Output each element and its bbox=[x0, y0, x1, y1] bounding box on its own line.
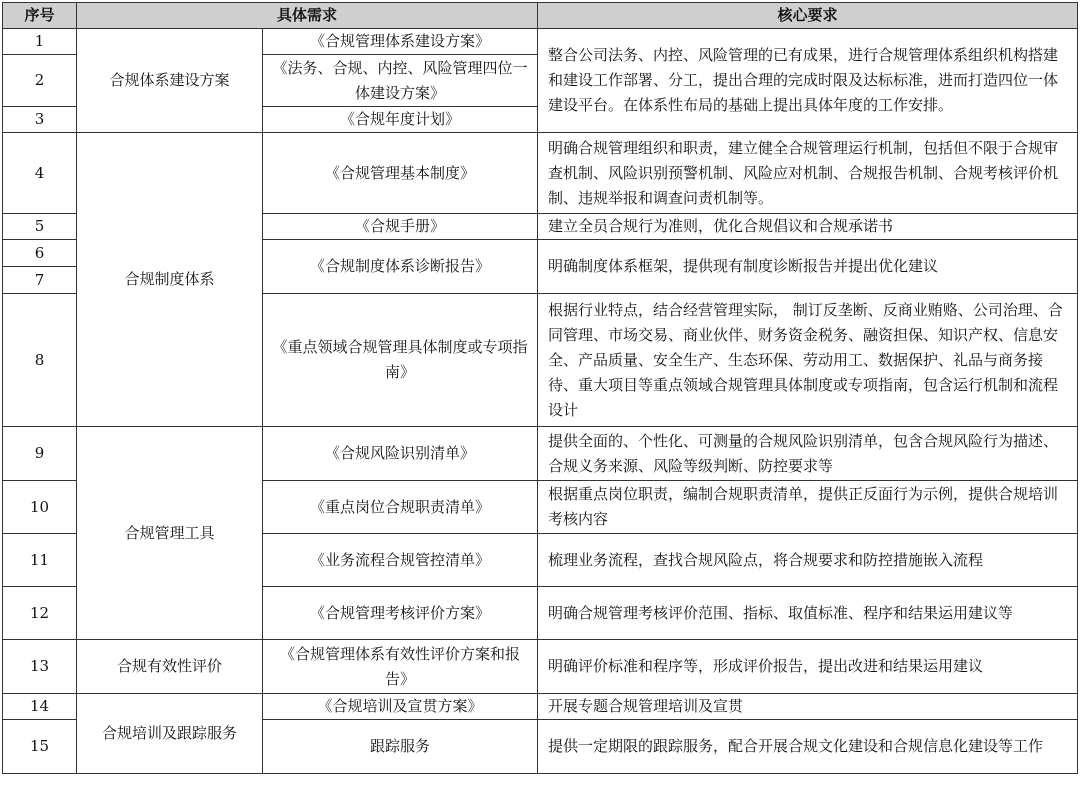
item-cell: 《合规年度计划》 bbox=[263, 107, 538, 133]
item-cell: 《合规风险识别清单》 bbox=[263, 427, 538, 481]
group-cell: 合规制度体系 bbox=[77, 133, 263, 427]
row-num: 14 bbox=[3, 694, 77, 720]
row-num: 4 bbox=[3, 133, 77, 214]
requirement-cell: 整合公司法务、内控、风险管理的已有成果，进行合规管理体系组织机构搭建和建设工作部署、分工，提出合理的完成时限及达标标准，进而打造四位一体建设平台。在体系性布局的基础上提出具体年度的工作安排。 bbox=[538, 29, 1078, 133]
item-cell: 《合规制度体系诊断报告》 bbox=[263, 240, 538, 294]
item-cell: 《合规管理考核评价方案》 bbox=[263, 587, 538, 640]
requirement-cell: 明确评价标准和程序等，形成评价报告，提出改进和结果运用建议 bbox=[538, 640, 1078, 694]
header-need: 具体需求 bbox=[77, 3, 538, 29]
table-row bbox=[3, 694, 1078, 720]
requirement-cell: 梳理业务流程，查找合规风险点，将合规要求和防控措施嵌入流程 bbox=[538, 534, 1078, 587]
table-row bbox=[3, 640, 1078, 694]
item-cell: 《合规管理基本制度》 bbox=[263, 133, 538, 214]
requirements-table bbox=[2, 2, 1078, 774]
header-num: 序号 bbox=[3, 3, 77, 29]
row-num: 11 bbox=[3, 534, 77, 587]
table-row bbox=[3, 133, 1078, 214]
row-num: 8 bbox=[3, 294, 77, 427]
row-num: 7 bbox=[3, 267, 77, 294]
requirement-cell: 明确合规管理考核评价范围、指标、取值标准、程序和结果运用建议等 bbox=[538, 587, 1078, 640]
row-num: 9 bbox=[3, 427, 77, 481]
item-cell: 《重点领域合规管理具体制度或专项指南》 bbox=[263, 294, 538, 427]
requirement-cell: 明确制度体系框架，提供现有制度诊断报告并提出优化建议 bbox=[538, 240, 1078, 294]
group-cell: 合规培训及跟踪服务 bbox=[77, 694, 263, 774]
requirement-cell: 开展专题合规管理培训及宣贯 bbox=[538, 694, 1078, 720]
group-cell: 合规管理工具 bbox=[77, 427, 263, 640]
requirement-cell: 提供全面的、个性化、可测量的合规风险识别清单，包含合规风险行为描述、合规义务来源、风险等级判断、防控要求等 bbox=[538, 427, 1078, 481]
item-cell: 《合规管理体系有效性评价方案和报告》 bbox=[263, 640, 538, 694]
requirement-cell: 提供一定期限的跟踪服务，配合开展合规文化建设和合规信息化建设等工作 bbox=[538, 720, 1078, 774]
table-row bbox=[3, 29, 1078, 55]
table-header bbox=[3, 3, 1078, 29]
row-num: 10 bbox=[3, 481, 77, 534]
row-num: 5 bbox=[3, 214, 77, 240]
row-num: 6 bbox=[3, 240, 77, 267]
table-row bbox=[3, 427, 1078, 481]
row-num: 1 bbox=[3, 29, 77, 55]
row-num: 15 bbox=[3, 720, 77, 774]
item-cell: 《合规手册》 bbox=[263, 214, 538, 240]
group-cell: 合规体系建设方案 bbox=[77, 29, 263, 133]
requirement-cell: 根据重点岗位职责，编制合规职责清单，提供正反面行为示例，提供合规培训考核内容 bbox=[538, 481, 1078, 534]
row-num: 3 bbox=[3, 107, 77, 133]
requirement-cell: 明确合规管理组织和职责，建立健全合规管理运行机制，包括但不限于合规审查机制、风险识别预警机制、风险应对机制、合规报告机制、合规考核评价机制、违规举报和调查问责机制等。 bbox=[538, 133, 1078, 214]
item-cell: 跟踪服务 bbox=[263, 720, 538, 774]
row-num: 13 bbox=[3, 640, 77, 694]
item-cell: 《业务流程合规管控清单》 bbox=[263, 534, 538, 587]
item-cell: 《重点岗位合规职责清单》 bbox=[263, 481, 538, 534]
header-req: 核心要求 bbox=[538, 3, 1078, 29]
item-cell: 《合规管理体系建设方案》 bbox=[263, 29, 538, 55]
requirement-cell: 根据行业特点，结合经营管理实际， 制订反垄断、反商业贿赂、公司治理、合同管理、市场交易、商业伙伴、财务资金税务、融资担保、知识产权、信息安全、产品质量、安全生产、生态环保、劳动用工、数据保护、礼品与商务接待、重大项目等重点领域合规管理具体制度或专项指南，包含运行机制和流程设计 bbox=[538, 294, 1078, 427]
requirement-cell: 建立全员合规行为准则，优化合规倡议和合规承诺书 bbox=[538, 214, 1078, 240]
row-num: 12 bbox=[3, 587, 77, 640]
row-num: 2 bbox=[3, 55, 77, 107]
group-cell: 合规有效性评价 bbox=[77, 640, 263, 694]
item-cell: 《法务、合规、内控、风险管理四位一体建设方案》 bbox=[263, 55, 538, 107]
item-cell: 《合规培训及宣贯方案》 bbox=[263, 694, 538, 720]
